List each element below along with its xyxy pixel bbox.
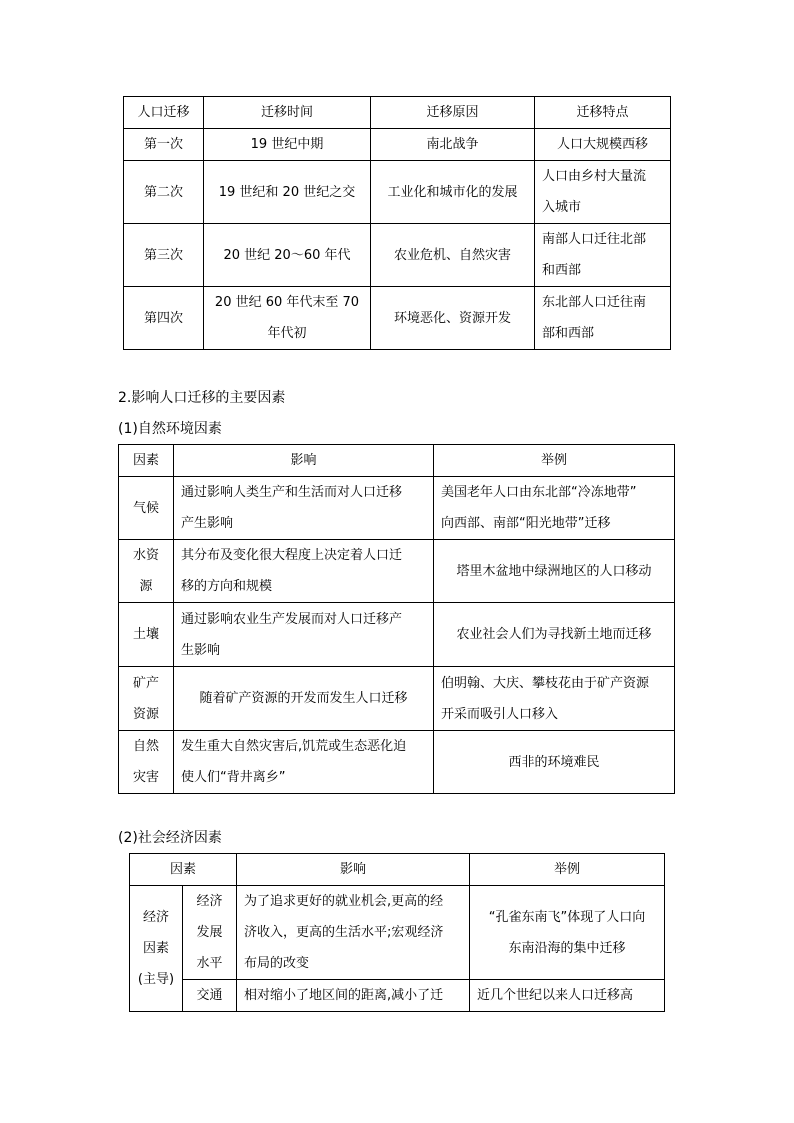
example-cell: 塔里木盆地中绿洲地区的人口移动 [434,540,675,603]
header-cell: 因素 [130,854,237,886]
factor-cell: 水资 源 [119,540,174,603]
migration-feature: 东北部人口迁往南 部和西部 [535,287,671,350]
table-row [130,980,665,1012]
migration-reason: 南北战争 [371,129,535,161]
header-cell: 因素 [119,445,174,477]
example-cell: 西非的环境难民 [434,731,675,794]
factor-cell: 气候 [119,477,174,540]
factor-group-cell: 经济 因素 (主导) [130,886,183,1012]
header-cell: 迁移原因 [371,97,535,129]
subsection-title-socioeconomic: (2)社会经济因素 [118,830,222,846]
migration-time: 20 世纪 60 年代末至 70 年代初 [204,287,371,350]
migration-seq: 第一次 [124,129,204,161]
impact-cell: 相对缩小了地区间的距离,减小了迁 [237,980,470,1012]
subsection-title-natural: (1)自然环境因素 [118,421,222,437]
migration-reason: 工业化和城市化的发展 [371,161,535,224]
migration-history-table [123,96,671,350]
example-cell: 近几个世纪以来人口迁移高 [470,980,665,1012]
header-cell: 举例 [470,854,665,886]
table-row [124,287,671,350]
migration-reason: 环境恶化、资源开发 [371,287,535,350]
table-row [119,667,675,731]
table-row [119,603,675,667]
example-cell: 美国老年人口由东北部“冷冻地带” 向西部、南部“阳光地带”迁移 [434,477,675,540]
header-cell: 影响 [237,854,470,886]
migration-time: 19 世纪和 20 世纪之交 [204,161,371,224]
impact-cell: 通过影响农业生产发展而对人口迁移产 生影响 [174,603,434,667]
migration-seq: 第二次 [124,161,204,224]
migration-feature: 南部人口迁往北部 和西部 [535,224,671,287]
header-cell: 影响 [174,445,434,477]
factor-cell: 自然 灾害 [119,731,174,794]
table-row [124,224,671,287]
migration-feature: 人口大规模西移 [535,129,671,161]
header-cell: 迁移特点 [535,97,671,129]
factor-cell: 矿产 资源 [119,667,174,731]
header-cell: 迁移时间 [204,97,371,129]
migration-time: 19 世纪中期 [204,129,371,161]
impact-cell: 通过影响人类生产和生活而对人口迁移 产生影响 [174,477,434,540]
migration-feature: 人口由乡村大量流 入城市 [535,161,671,224]
migration-seq: 第四次 [124,287,204,350]
natural-factors-table [118,444,675,794]
socioeconomic-factors-table [129,853,665,1012]
table-row [124,161,671,224]
impact-cell: 为了追求更好的就业机会,更高的经 济收入，更高的生活水平;宏观经济 布局的改变 [237,886,470,980]
subfactor-cell: 交通 [183,980,237,1012]
header-cell: 人口迁移 [124,97,204,129]
example-cell: 伯明翰、大庆、攀枝花由于矿产资源 开采而吸引人口移入 [434,667,675,731]
table-row [124,129,671,161]
example-cell: 农业社会人们为寻找新土地而迁移 [434,603,675,667]
example-cell: “孔雀东南飞”体现了人口向 东南沿海的集中迁移 [470,886,665,980]
header-cell: 举例 [434,445,675,477]
table-row [119,731,675,794]
impact-cell: 随着矿产资源的开发而发生人口迁移 [174,667,434,731]
impact-cell: 发生重大自然灾害后,饥荒或生态恶化迫 使人们“背井离乡” [174,731,434,794]
factor-cell: 土壤 [119,603,174,667]
table-row [130,886,665,980]
migration-seq: 第三次 [124,224,204,287]
migration-reason: 农业危机、自然灾害 [371,224,535,287]
table-row [119,477,675,540]
table-row [119,540,675,603]
migration-time: 20 世纪 20～60 年代 [204,224,371,287]
section-title: 2.影响人口迁移的主要因素 [118,390,286,406]
subfactor-cell: 经济 发展 水平 [183,886,237,980]
impact-cell: 其分布及变化很大程度上决定着人口迁 移的方向和规模 [174,540,434,603]
